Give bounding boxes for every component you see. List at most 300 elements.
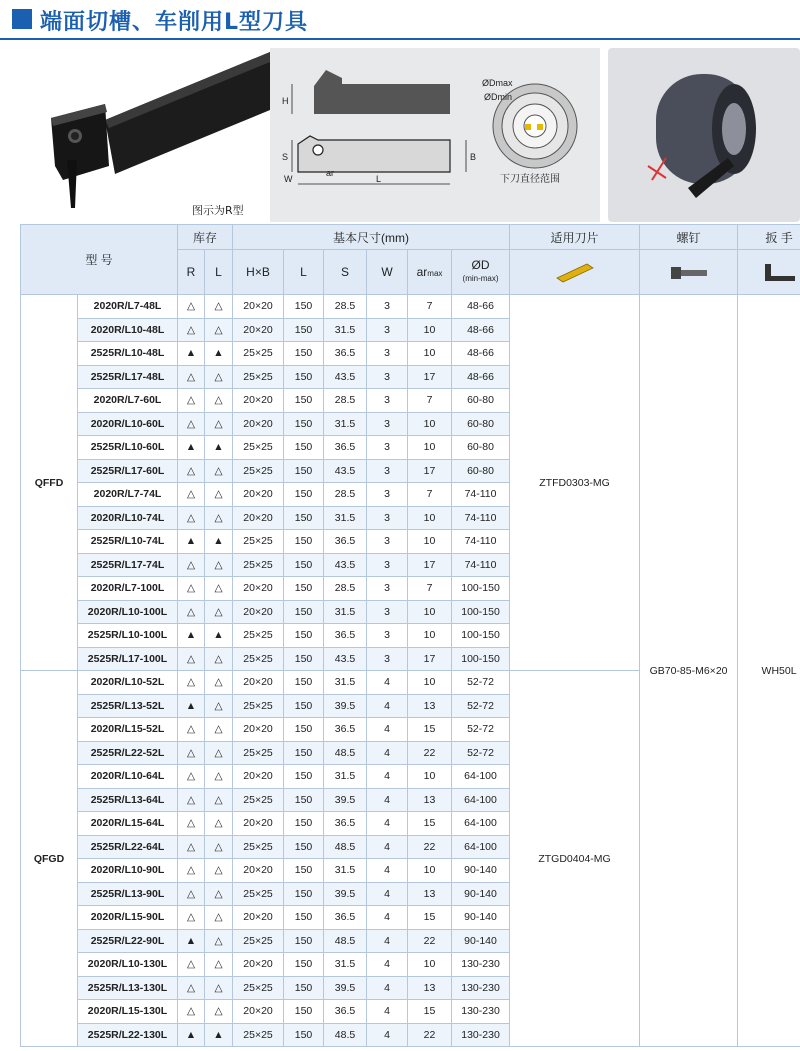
diameter-range-cell: 64-100 (452, 812, 510, 836)
s-cell: 39.5 (324, 788, 367, 812)
ar-cell: 22 (408, 1023, 452, 1047)
length-cell: 150 (284, 647, 324, 671)
hxb-cell: 25×25 (233, 624, 284, 648)
w-cell: 3 (367, 365, 408, 389)
stock-l-cell: △ (205, 694, 233, 718)
length-cell: 150 (284, 365, 324, 389)
diameter-range-cell: 52-72 (452, 694, 510, 718)
hxb-cell: 20×20 (233, 600, 284, 624)
w-cell: 3 (367, 389, 408, 413)
stock-r-cell: △ (178, 459, 205, 483)
ar-cell: 15 (408, 812, 452, 836)
header-ar (408, 250, 452, 295)
length-cell: 150 (284, 953, 324, 977)
ar-cell: 10 (408, 671, 452, 695)
w-cell: 4 (367, 882, 408, 906)
insert-cell: ZTFD0303-MG (510, 295, 640, 671)
stock-l-cell: △ (205, 671, 233, 695)
header-d-label: ØD (471, 258, 490, 272)
range-caption: 下刀直径范围 (500, 174, 560, 185)
w-cell: 3 (367, 436, 408, 460)
ar-cell: 15 (408, 906, 452, 930)
diameter-range-cell: 90-140 (452, 882, 510, 906)
model-cell: 2020R/L10-74L (78, 506, 178, 530)
length-cell: 150 (284, 718, 324, 742)
diameter-range-cell: 100-150 (452, 600, 510, 624)
length-cell: 150 (284, 906, 324, 930)
stock-r-cell: ▲ (178, 530, 205, 554)
header-insert: 适用刀片 (510, 225, 640, 250)
s-cell: 48.5 (324, 741, 367, 765)
ar-cell: 10 (408, 412, 452, 436)
w-cell: 3 (367, 624, 408, 648)
length-cell: 150 (284, 835, 324, 859)
w-cell: 3 (367, 647, 408, 671)
s-cell: 28.5 (324, 389, 367, 413)
ar-cell: 17 (408, 459, 452, 483)
header-ar-label: ar (416, 265, 428, 279)
hxb-cell: 25×25 (233, 788, 284, 812)
hxb-cell: 25×25 (233, 436, 284, 460)
stock-r-cell: △ (178, 647, 205, 671)
ar-cell: 13 (408, 976, 452, 1000)
dimension-diagram (270, 48, 600, 222)
s-cell: 31.5 (324, 859, 367, 883)
stock-l-cell: △ (205, 1000, 233, 1024)
length-cell: 150 (284, 976, 324, 1000)
hxb-cell: 20×20 (233, 671, 284, 695)
stock-l-cell: △ (205, 859, 233, 883)
diameter-range-cell: 130-230 (452, 976, 510, 1000)
length-cell: 150 (284, 671, 324, 695)
ar-cell: 10 (408, 342, 452, 366)
w-cell: 4 (367, 859, 408, 883)
stock-r-cell: △ (178, 671, 205, 695)
model-cell: 2525R/L17-74L (78, 553, 178, 577)
model-cell: 2525R/L22-130L (78, 1023, 178, 1047)
model-cell: 2020R/L15-52L (78, 718, 178, 742)
header-s: S (324, 250, 367, 295)
dim-label-L: L (376, 174, 382, 184)
model-cell: 2020R/L10-90L (78, 859, 178, 883)
hxb-cell: 20×20 (233, 718, 284, 742)
s-cell: 36.5 (324, 718, 367, 742)
model-cell: 2020R/L7-48L (78, 295, 178, 319)
stock-l-cell: △ (205, 412, 233, 436)
ar-cell: 10 (408, 765, 452, 789)
w-cell: 3 (367, 295, 408, 319)
stock-l-cell: △ (205, 953, 233, 977)
stock-r-cell: △ (178, 600, 205, 624)
dim-label-S: S (282, 152, 289, 162)
length-cell: 150 (284, 483, 324, 507)
w-cell: 4 (367, 671, 408, 695)
hxb-cell: 25×25 (233, 1023, 284, 1047)
length-cell: 150 (284, 436, 324, 460)
stock-l-cell: △ (205, 389, 233, 413)
hxb-cell: 20×20 (233, 953, 284, 977)
length-cell: 150 (284, 788, 324, 812)
stock-r-cell: ▲ (178, 1023, 205, 1047)
screw-cell: GB70-85-M6×20 (640, 295, 738, 1047)
header-screw: 螺钉 (640, 225, 738, 250)
model-cell: 2020R/L10-100L (78, 600, 178, 624)
length-cell: 150 (284, 459, 324, 483)
header-hxb: H×B (233, 250, 284, 295)
ar-cell: 22 (408, 835, 452, 859)
s-cell: 28.5 (324, 577, 367, 601)
s-cell: 36.5 (324, 812, 367, 836)
header-stock: 库存 (178, 225, 233, 250)
length-cell: 150 (284, 812, 324, 836)
hxb-cell: 20×20 (233, 765, 284, 789)
ar-cell: 7 (408, 389, 452, 413)
hxb-cell: 25×25 (233, 976, 284, 1000)
s-cell: 31.5 (324, 765, 367, 789)
dim-label-B: B (470, 152, 477, 162)
w-cell: 3 (367, 483, 408, 507)
spec-table-body (21, 295, 800, 1047)
model-cell: 2525R/L13-64L (78, 788, 178, 812)
stock-l-cell: ▲ (205, 624, 233, 648)
model-cell: 2020R/L10-64L (78, 765, 178, 789)
hxb-cell: 20×20 (233, 295, 284, 319)
length-cell: 150 (284, 765, 324, 789)
diameter-range-cell: 100-150 (452, 624, 510, 648)
diameter-range-cell: 48-66 (452, 365, 510, 389)
screw-icon (640, 250, 738, 295)
model-cell: 2525R/L22-64L (78, 835, 178, 859)
model-cell: 2020R/L10-48L (78, 318, 178, 342)
ar-cell: 17 (408, 365, 452, 389)
s-cell: 48.5 (324, 1023, 367, 1047)
w-cell: 3 (367, 577, 408, 601)
s-cell: 43.5 (324, 365, 367, 389)
stock-r-cell: △ (178, 812, 205, 836)
image-caption: 图示为R型 (192, 204, 244, 217)
ar-cell: 7 (408, 295, 452, 319)
diameter-range-cell: 48-66 (452, 318, 510, 342)
stock-r-cell: ▲ (178, 929, 205, 953)
w-cell: 4 (367, 953, 408, 977)
stock-l-cell: △ (205, 741, 233, 765)
stock-r-cell: △ (178, 882, 205, 906)
hxb-cell: 20×20 (233, 577, 284, 601)
series-cell: QFFD (21, 295, 78, 671)
ar-cell: 10 (408, 624, 452, 648)
model-cell: 2525R/L17-60L (78, 459, 178, 483)
s-cell: 36.5 (324, 624, 367, 648)
stock-r-cell: ▲ (178, 694, 205, 718)
stock-l-cell: △ (205, 365, 233, 389)
header-stock-l: L (205, 250, 233, 295)
diameter-range-cell: 130-230 (452, 1000, 510, 1024)
dim-label-W: W (284, 174, 293, 184)
insert-cell: ZTGD0404-MG (510, 671, 640, 1047)
diameter-range-cell: 74-110 (452, 553, 510, 577)
length-cell: 150 (284, 882, 324, 906)
stock-r-cell: △ (178, 953, 205, 977)
s-cell: 36.5 (324, 530, 367, 554)
dim-label-ar: ar (326, 168, 335, 178)
w-cell: 3 (367, 342, 408, 366)
model-cell: 2020R/L7-60L (78, 389, 178, 413)
stock-l-cell: ▲ (205, 436, 233, 460)
s-cell: 31.5 (324, 318, 367, 342)
stock-l-cell: △ (205, 718, 233, 742)
wrench-icon (738, 250, 800, 295)
page-title: 端面切槽、车削用L型刀具 (40, 10, 309, 35)
stock-l-cell: △ (205, 577, 233, 601)
model-cell: 2525R/L13-52L (78, 694, 178, 718)
stock-l-cell: △ (205, 812, 233, 836)
diameter-range-cell: 64-100 (452, 765, 510, 789)
hxb-cell: 25×25 (233, 342, 284, 366)
stock-r-cell: △ (178, 318, 205, 342)
table-row (21, 295, 800, 319)
ar-cell: 15 (408, 718, 452, 742)
dim-label-dmax: ØDmax (482, 78, 513, 88)
header-d-sub: (min-max) (462, 274, 499, 283)
w-cell: 4 (367, 765, 408, 789)
ar-cell: 13 (408, 788, 452, 812)
s-cell: 39.5 (324, 976, 367, 1000)
diameter-range-cell: 60-80 (452, 389, 510, 413)
hxb-cell: 20×20 (233, 812, 284, 836)
stock-r-cell: △ (178, 741, 205, 765)
ar-cell: 10 (408, 530, 452, 554)
length-cell: 150 (284, 295, 324, 319)
stock-r-cell: △ (178, 718, 205, 742)
length-cell: 150 (284, 389, 324, 413)
w-cell: 3 (367, 530, 408, 554)
hxb-cell: 20×20 (233, 412, 284, 436)
w-cell: 4 (367, 976, 408, 1000)
w-cell: 4 (367, 788, 408, 812)
hxb-cell: 25×25 (233, 835, 284, 859)
w-cell: 3 (367, 553, 408, 577)
ar-cell: 7 (408, 577, 452, 601)
hxb-cell: 20×20 (233, 859, 284, 883)
model-cell: 2525R/L22-52L (78, 741, 178, 765)
w-cell: 3 (367, 506, 408, 530)
ar-cell: 17 (408, 553, 452, 577)
series-cell: QFGD (21, 671, 78, 1047)
stock-l-cell: △ (205, 765, 233, 789)
diameter-range-cell: 130-230 (452, 1023, 510, 1047)
w-cell: 4 (367, 929, 408, 953)
diameter-range-cell: 100-150 (452, 647, 510, 671)
w-cell: 3 (367, 318, 408, 342)
diameter-range-cell: 48-66 (452, 342, 510, 366)
stock-r-cell: △ (178, 506, 205, 530)
diameter-range-cell: 100-150 (452, 577, 510, 601)
ar-cell: 13 (408, 694, 452, 718)
length-cell: 150 (284, 624, 324, 648)
w-cell: 3 (367, 600, 408, 624)
w-cell: 3 (367, 459, 408, 483)
diameter-range-cell: 60-80 (452, 412, 510, 436)
spec-table (20, 224, 800, 1047)
w-cell: 4 (367, 718, 408, 742)
s-cell: 31.5 (324, 506, 367, 530)
s-cell: 36.5 (324, 1000, 367, 1024)
s-cell: 28.5 (324, 295, 367, 319)
stock-r-cell: ▲ (178, 436, 205, 460)
model-cell: 2525R/L10-100L (78, 624, 178, 648)
hxb-cell: 20×20 (233, 906, 284, 930)
header-w: W (367, 250, 408, 295)
stock-r-cell: △ (178, 295, 205, 319)
w-cell: 4 (367, 741, 408, 765)
stock-l-cell: △ (205, 906, 233, 930)
ar-cell: 10 (408, 953, 452, 977)
diameter-range-cell: 74-110 (452, 530, 510, 554)
header-d (452, 250, 510, 295)
s-cell: 39.5 (324, 694, 367, 718)
ar-cell: 10 (408, 318, 452, 342)
model-cell: 2020R/L7-100L (78, 577, 178, 601)
length-cell: 150 (284, 530, 324, 554)
model-cell: 2525R/L17-100L (78, 647, 178, 671)
ar-cell: 17 (408, 647, 452, 671)
hxb-cell: 20×20 (233, 506, 284, 530)
model-cell: 2020R/L10-60L (78, 412, 178, 436)
length-cell: 150 (284, 412, 324, 436)
stock-l-cell: △ (205, 483, 233, 507)
length-cell: 150 (284, 318, 324, 342)
model-cell: 2525R/L17-48L (78, 365, 178, 389)
s-cell: 36.5 (324, 342, 367, 366)
length-cell: 150 (284, 506, 324, 530)
tool-holder-photo (45, 48, 270, 222)
s-cell: 36.5 (324, 436, 367, 460)
stock-l-cell: △ (205, 647, 233, 671)
diameter-range-cell: 48-66 (452, 295, 510, 319)
s-cell: 48.5 (324, 835, 367, 859)
diameter-range-cell: 60-80 (452, 436, 510, 460)
model-cell: 2525R/L22-90L (78, 929, 178, 953)
ar-cell: 13 (408, 882, 452, 906)
ar-cell: 10 (408, 506, 452, 530)
hxb-cell: 20×20 (233, 318, 284, 342)
hxb-cell: 25×25 (233, 459, 284, 483)
ar-cell: 15 (408, 1000, 452, 1024)
stock-l-cell: △ (205, 553, 233, 577)
title-bar (0, 0, 800, 40)
hxb-cell: 20×20 (233, 389, 284, 413)
stock-r-cell: △ (178, 788, 205, 812)
model-cell: 2020R/L15-90L (78, 906, 178, 930)
diameter-range-cell: 60-80 (452, 459, 510, 483)
stock-r-cell: △ (178, 976, 205, 1000)
stock-r-cell: △ (178, 1000, 205, 1024)
stock-l-cell: △ (205, 295, 233, 319)
stock-l-cell: △ (205, 882, 233, 906)
diameter-range-cell: 64-100 (452, 835, 510, 859)
s-cell: 31.5 (324, 671, 367, 695)
s-cell: 43.5 (324, 647, 367, 671)
model-cell: 2020R/L15-64L (78, 812, 178, 836)
stock-r-cell: △ (178, 412, 205, 436)
s-cell: 43.5 (324, 553, 367, 577)
model-cell: 2525R/L13-130L (78, 976, 178, 1000)
stock-r-cell: ▲ (178, 624, 205, 648)
model-cell: 2020R/L10-52L (78, 671, 178, 695)
s-cell: 48.5 (324, 929, 367, 953)
s-cell: 31.5 (324, 412, 367, 436)
stock-r-cell: △ (178, 389, 205, 413)
ar-cell: 10 (408, 600, 452, 624)
model-cell: 2525R/L10-74L (78, 530, 178, 554)
model-cell: 2020R/L15-130L (78, 1000, 178, 1024)
stock-l-cell: △ (205, 929, 233, 953)
diameter-range-cell: 74-110 (452, 506, 510, 530)
header-wrench: 扳 手 (738, 225, 800, 250)
w-cell: 4 (367, 906, 408, 930)
w-cell: 4 (367, 1023, 408, 1047)
stock-l-cell: ▲ (205, 342, 233, 366)
stock-r-cell: △ (178, 765, 205, 789)
dim-label-H: H (282, 96, 289, 106)
title-square-icon (12, 9, 32, 29)
diameter-range-cell: 64-100 (452, 788, 510, 812)
diameter-range-cell: 52-72 (452, 718, 510, 742)
ar-cell: 10 (408, 859, 452, 883)
stock-l-cell: ▲ (205, 1023, 233, 1047)
hxb-cell: 25×25 (233, 929, 284, 953)
stock-l-cell: ▲ (205, 530, 233, 554)
stock-r-cell: △ (178, 835, 205, 859)
diameter-range-cell: 74-110 (452, 483, 510, 507)
stock-r-cell: △ (178, 859, 205, 883)
w-cell: 4 (367, 812, 408, 836)
s-cell: 31.5 (324, 953, 367, 977)
diameter-range-cell: 90-140 (452, 906, 510, 930)
dim-label-dmin: ØDmin (484, 92, 513, 102)
length-cell: 150 (284, 694, 324, 718)
diameter-range-cell: 130-230 (452, 953, 510, 977)
s-cell: 36.5 (324, 906, 367, 930)
s-cell: 43.5 (324, 459, 367, 483)
hxb-cell: 25×25 (233, 553, 284, 577)
hxb-cell: 25×25 (233, 365, 284, 389)
stock-l-cell: △ (205, 788, 233, 812)
insert-icon (510, 250, 640, 295)
diameter-range-cell: 52-72 (452, 741, 510, 765)
w-cell: 4 (367, 1000, 408, 1024)
stock-l-cell: △ (205, 976, 233, 1000)
length-cell: 150 (284, 553, 324, 577)
header-model: 型 号 (21, 225, 178, 295)
hxb-cell: 20×20 (233, 1000, 284, 1024)
stock-r-cell: △ (178, 365, 205, 389)
hxb-cell: 25×25 (233, 741, 284, 765)
stock-l-cell: △ (205, 600, 233, 624)
hxb-cell: 20×20 (233, 483, 284, 507)
header-l: L (284, 250, 324, 295)
hxb-cell: 25×25 (233, 530, 284, 554)
wrench-cell: WH50L (738, 295, 800, 1047)
model-cell: 2525R/L13-90L (78, 882, 178, 906)
stock-l-cell: △ (205, 835, 233, 859)
ar-cell: 22 (408, 741, 452, 765)
diameter-range-cell: 90-140 (452, 929, 510, 953)
s-cell: 39.5 (324, 882, 367, 906)
stock-r-cell: △ (178, 553, 205, 577)
length-cell: 150 (284, 577, 324, 601)
stock-r-cell: △ (178, 577, 205, 601)
